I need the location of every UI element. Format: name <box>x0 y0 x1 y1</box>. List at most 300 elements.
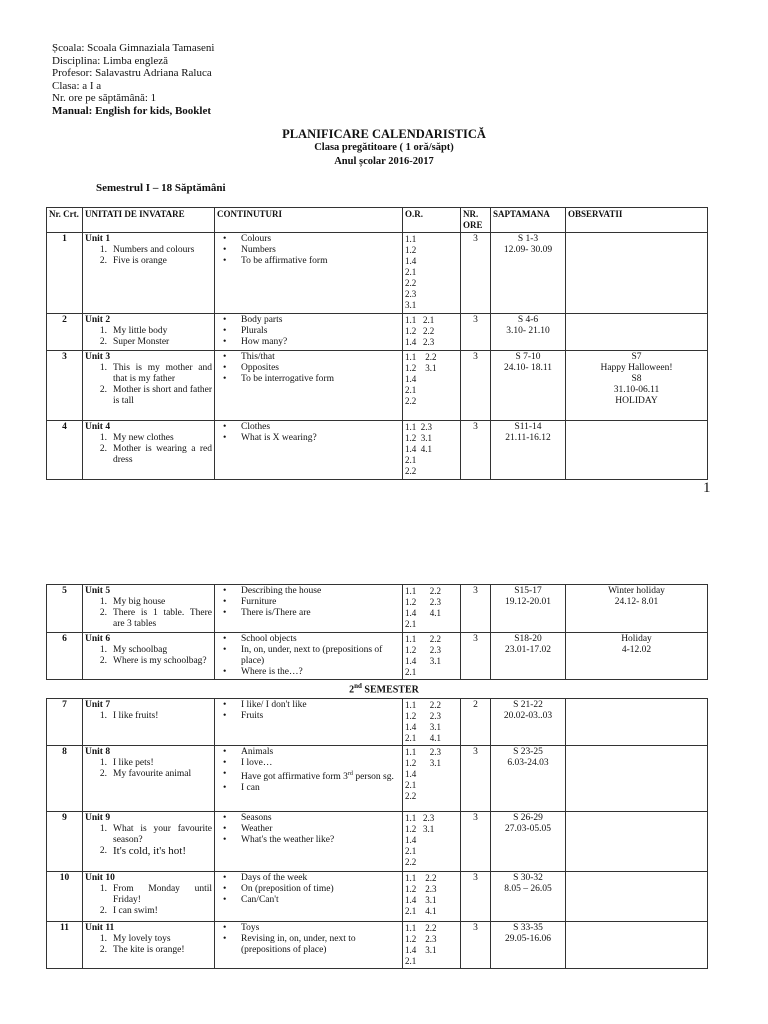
lesson-title: My lovely toys <box>113 934 171 944</box>
bullet-icon: • <box>223 608 227 618</box>
hours-line: Nr. ore pe săptămână: 1 <box>52 92 157 104</box>
bullet-icon: • <box>223 374 227 384</box>
content-item <box>217 813 400 824</box>
bullet-icon: • <box>223 895 227 905</box>
row-number: 2 <box>47 314 83 351</box>
content-text: Opposites <box>241 363 279 373</box>
content-text: Clothes <box>241 422 271 432</box>
row-number: 9 <box>47 812 83 872</box>
content-text: This/that <box>241 352 275 362</box>
bullet-icon: • <box>223 824 227 834</box>
table-row <box>47 922 708 969</box>
content-cell <box>215 872 403 922</box>
content-item <box>217 667 400 678</box>
content-item <box>217 783 400 794</box>
or-cell: 1.1 2.2 1.2 2.3 1.4 3.1 2.1 <box>403 922 461 969</box>
bullet-icon: • <box>223 923 227 933</box>
lesson-title: Mother is wearing a red dress <box>113 444 212 465</box>
unit-cell <box>83 314 215 351</box>
content-text: What's the weather like? <box>241 835 335 845</box>
unit-title: Unit 2 <box>85 315 111 325</box>
unit-title: Unit 7 <box>85 700 111 710</box>
planning-table-semester-1 <box>46 207 708 480</box>
content-item <box>217 884 400 895</box>
class-line: Clasa: a I a <box>52 79 102 92</box>
content-cell <box>215 633 403 680</box>
content-text: How many? <box>241 337 288 347</box>
lesson-title: What is your favourite season? <box>113 824 212 845</box>
unit-title: Unit 1 <box>85 234 111 244</box>
hours-cell: 3 <box>461 351 491 421</box>
semester-2-heading: 2nd SEMESTER <box>349 682 419 696</box>
bullet-icon: • <box>223 667 227 677</box>
content-text: Describing the house <box>241 586 322 596</box>
content-item <box>217 645 400 667</box>
content-item <box>217 634 400 645</box>
content-item <box>217 597 400 608</box>
unit-cell <box>83 421 215 480</box>
weeks-cell: S 33-35 29.05-16.06 <box>491 922 566 969</box>
bullet-icon: • <box>223 884 227 894</box>
lesson-title: My schoolbag <box>113 645 168 655</box>
lesson-item <box>85 597 212 608</box>
bullet-icon: • <box>223 234 227 244</box>
header-content: CONTINUTURI <box>215 208 403 233</box>
content-text: Numbers <box>241 245 276 255</box>
bullet-icon: • <box>223 711 227 721</box>
bullet-icon: • <box>223 245 227 255</box>
lesson-item <box>85 906 212 917</box>
table-row <box>47 699 708 746</box>
bullet-icon: • <box>223 326 227 336</box>
unit-cell <box>83 633 215 680</box>
content-list <box>217 747 400 794</box>
lesson-title: I like pets! <box>113 758 154 768</box>
lesson-list <box>85 363 212 407</box>
unit-cell <box>83 699 215 746</box>
content-text: What is X wearing? <box>241 433 317 443</box>
content-item <box>217 352 400 363</box>
content-text: Have got affirmative form 3rd person sg. <box>241 771 394 783</box>
semester-1-heading: Semestrul I – 18 Săptămâni <box>96 182 226 194</box>
content-item <box>217 374 400 385</box>
weeks-cell: S 21-22 20.02-03..03 <box>491 699 566 746</box>
observations-cell <box>566 812 708 872</box>
content-cell <box>215 351 403 421</box>
lesson-number: 2. <box>99 385 107 395</box>
bullet-icon: • <box>223 873 227 883</box>
content-text: Colours <box>241 234 272 244</box>
unit-cell <box>83 585 215 633</box>
header-ore: NR. ORE <box>461 208 491 233</box>
hours-cell: 3 <box>461 421 491 480</box>
observations-cell <box>566 872 708 922</box>
lesson-title: From Monday until Friday! <box>113 884 212 905</box>
planning-table-semester-2 <box>46 698 708 969</box>
unit-cell <box>83 922 215 969</box>
bullet-icon: • <box>223 422 227 432</box>
lesson-number: 2. <box>99 906 107 916</box>
content-text: Body parts <box>241 315 283 325</box>
bullet-icon: • <box>223 934 227 944</box>
content-item <box>217 326 400 337</box>
bullet-icon: • <box>223 352 227 362</box>
table-row <box>47 633 708 680</box>
planning-table-semester-1-continued <box>46 584 708 680</box>
lesson-item <box>85 656 212 667</box>
lesson-number: 1. <box>99 758 107 768</box>
weeks-cell: S11-14 21.11-16.12 <box>491 421 566 480</box>
teacher-line: Profesor: Salavastru Adriana Raluca <box>52 67 212 79</box>
row-number: 11 <box>47 922 83 969</box>
header-units: UNITATI DE INVATARE <box>83 208 215 233</box>
lesson-number: 1. <box>99 363 107 373</box>
content-text: On (preposition of time) <box>241 884 334 894</box>
bullet-icon: • <box>223 337 227 347</box>
lesson-item <box>85 769 212 780</box>
lesson-number: 2. <box>99 945 107 955</box>
bullet-icon: • <box>223 433 227 443</box>
content-list <box>217 923 400 956</box>
content-list <box>217 234 400 267</box>
lesson-list <box>85 711 212 722</box>
lesson-item <box>85 824 212 846</box>
lesson-number: 2. <box>99 846 107 856</box>
unit-title: Unit 4 <box>85 422 111 432</box>
or-cell: 1.1 1.2 1.4 2.1 2.2 2.3 3.1 <box>403 233 461 314</box>
hours-cell: 3 <box>461 633 491 680</box>
document-subtitle-year: Anul școlar 2016-2017 <box>334 156 434 167</box>
content-text: In, on, under, next to (prepositions of place) <box>241 645 383 666</box>
bullet-icon: • <box>223 315 227 325</box>
row-number: 3 <box>47 351 83 421</box>
bullet-icon: • <box>223 758 227 768</box>
bullet-icon: • <box>223 634 227 644</box>
observations-cell <box>566 746 708 812</box>
row-number: 10 <box>47 872 83 922</box>
lesson-number: 2. <box>99 769 107 779</box>
observations-cell: Holiday 4-12.02 <box>566 633 708 680</box>
lesson-number: 1. <box>99 245 107 255</box>
hours-cell: 3 <box>461 233 491 314</box>
table-header-row <box>47 208 708 233</box>
content-text: Seasons <box>241 813 272 823</box>
content-list <box>217 586 400 619</box>
content-item <box>217 873 400 884</box>
hours-cell: 3 <box>461 922 491 969</box>
lesson-number: 2. <box>99 444 107 454</box>
content-item <box>217 234 400 245</box>
lesson-title: Five is orange <box>113 256 167 266</box>
lesson-item <box>85 245 212 256</box>
content-item <box>217 758 400 769</box>
page-number: 1 <box>703 480 711 496</box>
content-text: I like/ I don't like <box>241 700 307 710</box>
hours-cell: 3 <box>461 812 491 872</box>
content-cell <box>215 922 403 969</box>
bullet-icon: • <box>223 586 227 596</box>
content-list <box>217 352 400 385</box>
lesson-title: My new clothes <box>113 433 174 443</box>
header-or: O.R. <box>403 208 461 233</box>
table-row <box>47 314 708 351</box>
lesson-title: My little body <box>113 326 168 336</box>
content-text: Toys <box>241 923 260 933</box>
lesson-item <box>85 363 212 385</box>
content-list <box>217 315 400 348</box>
content-item <box>217 245 400 256</box>
row-number: 6 <box>47 633 83 680</box>
lesson-item <box>85 645 212 656</box>
content-text: Can/Can't <box>241 895 279 905</box>
content-item <box>217 835 400 846</box>
unit-cell <box>83 351 215 421</box>
content-item <box>217 315 400 326</box>
content-text: Plurals <box>241 326 268 336</box>
content-item <box>217 700 400 711</box>
content-item <box>217 337 400 348</box>
content-cell <box>215 314 403 351</box>
hours-cell: 2 <box>461 699 491 746</box>
observations-cell: S7 Happy Halloween! S8 31.10-06.11 HOLIDAY <box>566 351 708 421</box>
bullet-icon: • <box>223 769 227 779</box>
bullet-icon: • <box>223 813 227 823</box>
lesson-item <box>85 444 212 466</box>
content-cell <box>215 812 403 872</box>
lesson-number: 2. <box>99 337 107 347</box>
or-cell: 1.1 2.2 1.2 2.3 1.4 3.1 2.1 <box>403 633 461 680</box>
weeks-cell: S 4-6 3.10- 21.10 <box>491 314 566 351</box>
hours-cell: 3 <box>461 872 491 922</box>
content-text: I can <box>241 783 260 794</box>
content-text: Fruits <box>241 711 264 721</box>
row-number: 1 <box>47 233 83 314</box>
row-number: 8 <box>47 746 83 812</box>
lesson-number: 1. <box>99 326 107 336</box>
weeks-cell: S 26-29 27.03-05.05 <box>491 812 566 872</box>
unit-title: Unit 11 <box>85 923 115 933</box>
content-item <box>217 711 400 722</box>
lesson-list <box>85 934 212 956</box>
lesson-title: Mother is short and father is tall <box>113 385 212 406</box>
lesson-title: The kite is orange! <box>113 945 185 955</box>
weeks-cell: S 1-3 12.09- 30.09 <box>491 233 566 314</box>
content-cell <box>215 421 403 480</box>
content-item <box>217 433 400 444</box>
unit-title: Unit 6 <box>85 634 111 644</box>
content-text: School objects <box>241 634 297 644</box>
weeks-cell: S18-20 23.01-17.02 <box>491 633 566 680</box>
lesson-item <box>85 846 212 857</box>
table-row <box>47 351 708 421</box>
content-list <box>217 634 400 678</box>
lesson-list <box>85 245 212 267</box>
unit-title: Unit 10 <box>85 873 115 883</box>
lesson-number: 1. <box>99 934 107 944</box>
lesson-title: I like fruits! <box>113 711 159 721</box>
content-cell <box>215 233 403 314</box>
observations-cell <box>566 699 708 746</box>
bullet-icon: • <box>223 747 227 757</box>
lesson-list <box>85 433 212 466</box>
content-cell <box>215 585 403 633</box>
content-text: There is/There are <box>241 608 311 618</box>
weeks-cell: S15-17 19.12-20.01 <box>491 585 566 633</box>
content-text: Weather <box>241 824 273 834</box>
content-list <box>217 700 400 722</box>
lesson-number: 1. <box>99 645 107 655</box>
content-list <box>217 422 400 444</box>
lesson-item <box>85 711 212 722</box>
weeks-cell: S 30-32 8.05 – 26.05 <box>491 872 566 922</box>
bullet-icon: • <box>223 645 227 655</box>
lesson-number: 2. <box>99 656 107 666</box>
content-item <box>217 923 400 934</box>
header-weeks: SAPTAMANA <box>491 208 566 233</box>
content-cell <box>215 699 403 746</box>
table-row <box>47 812 708 872</box>
bullet-icon: • <box>223 783 227 794</box>
content-item <box>217 363 400 374</box>
unit-title: Unit 5 <box>85 586 111 596</box>
lesson-item <box>85 326 212 337</box>
unit-cell <box>83 812 215 872</box>
content-list <box>217 873 400 906</box>
hours-cell: 3 <box>461 746 491 812</box>
lesson-number: 1. <box>99 711 107 721</box>
lesson-number: 1. <box>99 884 107 894</box>
header-nr: Nr. Crt. <box>47 208 83 233</box>
lesson-list <box>85 597 212 630</box>
manual-line: Manual: English for kids, Booklet <box>52 104 212 117</box>
lesson-title: I can swim! <box>113 906 158 916</box>
unit-cell <box>83 746 215 812</box>
or-cell: 1.1 2.1 1.2 2.2 1.4 2.3 <box>403 314 461 351</box>
lesson-item <box>85 758 212 769</box>
lesson-title: My big house <box>113 597 166 607</box>
content-item <box>217 895 400 906</box>
or-cell: 1.1 2.2 1.2 2.3 1.4 4.1 2.1 <box>403 585 461 633</box>
table-row <box>47 872 708 922</box>
table-row <box>47 233 708 314</box>
content-item <box>217 422 400 433</box>
subject-line: Disciplina: Limba engleză <box>52 54 169 67</box>
unit-title: Unit 9 <box>85 813 111 823</box>
content-item <box>217 256 400 267</box>
or-cell: 1.1 2.3 1.2 3.1 1.4 2.1 2.2 <box>403 812 461 872</box>
document-title: PLANIFICARE CALENDARISTICĂ <box>282 127 486 141</box>
lesson-title: This is my mother and that is my father <box>113 363 212 384</box>
table-row <box>47 585 708 633</box>
lesson-title: Super Monster <box>113 337 170 347</box>
lesson-list <box>85 884 212 917</box>
bullet-icon: • <box>223 700 227 710</box>
lesson-item <box>85 945 212 956</box>
content-text: Days of the week <box>241 873 308 883</box>
lesson-title: Where is my schoolbag? <box>113 656 207 666</box>
row-number: 7 <box>47 699 83 746</box>
or-cell: 1.1 2.2 1.2 2.3 1.4 3.1 2.1 4.1 <box>403 872 461 922</box>
content-text: I love… <box>241 758 273 768</box>
lesson-item <box>85 385 212 407</box>
observations-cell <box>566 421 708 480</box>
or-cell: 1.1 2.2 1.2 2.3 1.4 3.1 2.1 4.1 <box>403 699 461 746</box>
or-cell: 1.1 2.2 1.2 3.1 1.4 2.1 2.2 <box>403 351 461 421</box>
content-item <box>217 747 400 758</box>
content-item <box>217 824 400 835</box>
content-text: Furniture <box>241 597 277 607</box>
content-list <box>217 813 400 846</box>
weeks-cell: S 7-10 24.10- 18.11 <box>491 351 566 421</box>
content-item <box>217 586 400 597</box>
row-number: 4 <box>47 421 83 480</box>
lesson-number: 1. <box>99 824 107 834</box>
lesson-list <box>85 645 212 667</box>
lesson-title: Numbers and colours <box>113 245 195 255</box>
lesson-list <box>85 758 212 780</box>
lesson-item <box>85 256 212 267</box>
document-header <box>52 42 214 117</box>
bullet-icon: • <box>223 256 227 266</box>
content-text: Revising in, on, under, next to (prepositions of place) <box>241 934 356 955</box>
document-subtitle-class: Clasa pregătitoare ( 1 oră/săpt) <box>314 142 454 153</box>
lesson-number: 1. <box>99 597 107 607</box>
observations-cell <box>566 922 708 969</box>
unit-title: Unit 3 <box>85 352 111 362</box>
bullet-icon: • <box>223 835 227 845</box>
lesson-title: My favourite animal <box>113 769 192 779</box>
content-item <box>217 608 400 619</box>
content-text: Animals <box>241 747 274 757</box>
weeks-cell: S 23-25 6.03-24.03 <box>491 746 566 812</box>
lesson-item <box>85 608 212 630</box>
header-obs: OBSERVATII <box>566 208 708 233</box>
lesson-number: 2. <box>99 256 107 266</box>
content-text: Where is the…? <box>241 667 303 677</box>
lesson-item <box>85 337 212 348</box>
bullet-icon: • <box>223 363 227 373</box>
observations-cell <box>566 314 708 351</box>
bullet-icon: • <box>223 597 227 607</box>
lesson-item <box>85 433 212 444</box>
lesson-list <box>85 326 212 348</box>
content-item <box>217 934 400 956</box>
or-cell: 1.1 2.3 1.2 3.1 1.4 4.1 2.1 2.2 <box>403 421 461 480</box>
or-cell: 1.1 2.3 1.2 3.1 1.4 2.1 2.2 <box>403 746 461 812</box>
lesson-title: There is 1 table. There are 3 tables <box>113 608 212 629</box>
lesson-number: 2. <box>99 608 107 618</box>
unit-cell <box>83 872 215 922</box>
unit-cell <box>83 233 215 314</box>
hours-cell: 3 <box>461 585 491 633</box>
lesson-title: It's cold, it's hot! <box>113 845 187 857</box>
school-line: Școala: Scoala Gimnaziala Tamaseni <box>52 42 215 54</box>
lesson-list <box>85 824 212 857</box>
lesson-item <box>85 884 212 906</box>
content-text: To be interrogative form <box>241 374 334 384</box>
row-number: 5 <box>47 585 83 633</box>
table-row <box>47 746 708 812</box>
content-item <box>217 769 400 783</box>
observations-cell: Winter holiday 24.12- 8.01 <box>566 585 708 633</box>
content-cell <box>215 746 403 812</box>
hours-cell: 3 <box>461 314 491 351</box>
table-row <box>47 421 708 480</box>
observations-cell <box>566 233 708 314</box>
lesson-number: 1. <box>99 433 107 443</box>
content-text: To be affirmative form <box>241 256 328 266</box>
unit-title: Unit 8 <box>85 747 111 757</box>
